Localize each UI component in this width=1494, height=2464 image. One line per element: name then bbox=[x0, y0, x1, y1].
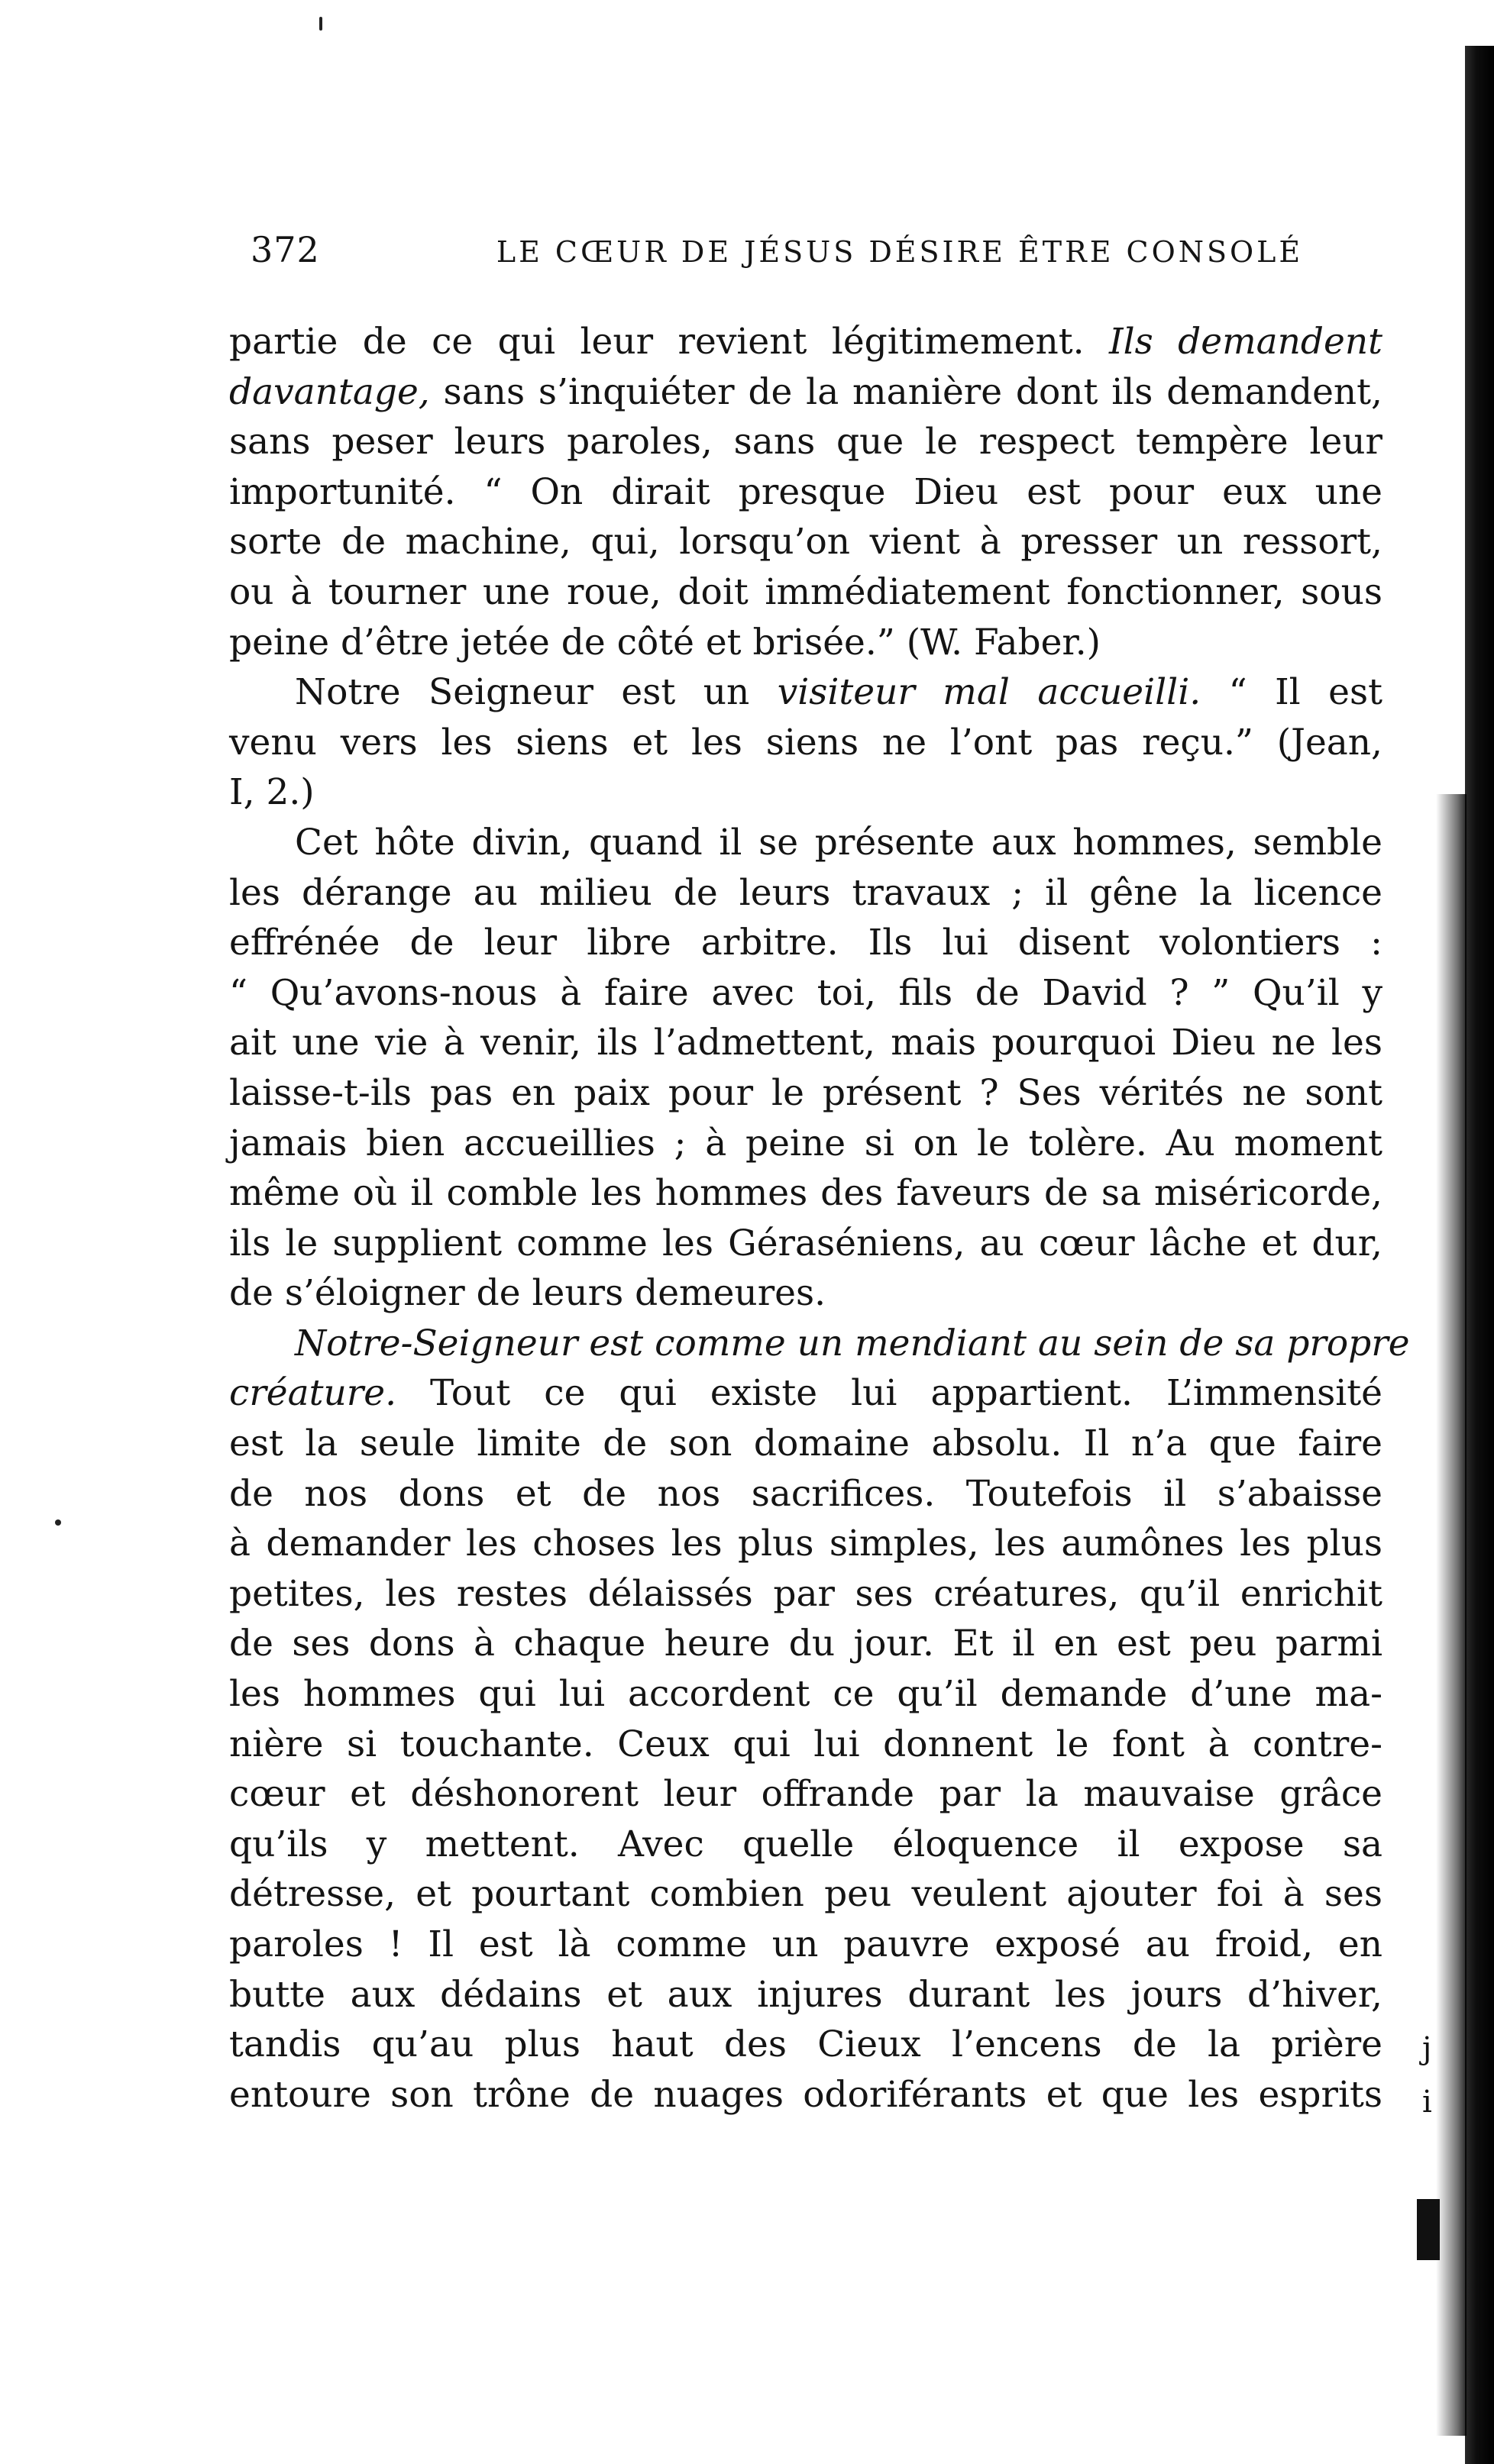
text-segment: “ Il est bbox=[1201, 671, 1382, 714]
text-line bbox=[229, 317, 1382, 367]
scan-speck bbox=[55, 1519, 61, 1526]
text-line bbox=[229, 517, 1382, 567]
text-segment: effrénée de leur libre arbitre. Ils lui disent volontiers : bbox=[229, 922, 1382, 964]
text-line bbox=[229, 718, 1382, 768]
text-line bbox=[229, 667, 1382, 718]
page-number: 372 bbox=[251, 229, 320, 270]
italic-text: Notre-Seigneur est comme un mendiant au sein de sa propre bbox=[295, 1322, 1410, 1364]
text-line bbox=[229, 618, 1382, 668]
italic-text: davantage, bbox=[229, 370, 430, 413]
italic-text: visiteur mal accueilli. bbox=[777, 671, 1201, 714]
text-segment: ou à tourner une roue, doit immédiatement fonctionner, sous bbox=[229, 570, 1382, 613]
text-segment: les hommes qui lui accordent ce qu’il demande d’une ma- bbox=[229, 1673, 1382, 1716]
text-segment: “ Qu’avons-nous à faire avec toi, fils de David ? ” Qu’il y bbox=[229, 971, 1382, 1014]
text-line bbox=[229, 1268, 1382, 1319]
text-line bbox=[229, 1319, 1410, 1369]
text-line bbox=[229, 1869, 1382, 1920]
text-line bbox=[229, 818, 1382, 868]
text-line bbox=[229, 1469, 1382, 1519]
text-line bbox=[229, 1219, 1382, 1269]
text-segment: tandis qu’au plus haut des Cieux l’encens de la prière bbox=[229, 2023, 1382, 2066]
text-segment: Tout ce qui existe lui appartient. L’immensité bbox=[396, 1372, 1382, 1415]
text-segment: petites, les restes délaissés par ses créatures, qu’il enrichit bbox=[229, 1572, 1382, 1615]
scan-speck bbox=[319, 17, 322, 31]
text-segment: Cet hôte divin, quand il se présente aux hommes, semble bbox=[295, 821, 1382, 864]
text-line bbox=[229, 2020, 1382, 2070]
text-line bbox=[229, 1569, 1382, 1620]
text-line bbox=[229, 2070, 1382, 2120]
text-line bbox=[229, 868, 1382, 919]
italic-text: créature. bbox=[229, 1372, 397, 1415]
text-line bbox=[229, 1619, 1382, 1669]
text-line bbox=[229, 467, 1382, 518]
text-line bbox=[229, 1669, 1382, 1720]
text-line bbox=[229, 1720, 1382, 1770]
text-line bbox=[229, 367, 1382, 418]
text-line bbox=[229, 767, 1382, 818]
text-segment: venu vers les siens et les siens ne l’ont pas reçu.” (Jean, bbox=[229, 721, 1382, 764]
scan-edge-shadow bbox=[1436, 794, 1467, 2436]
text-segment: est la seule limite de son domaine absolu. Il n’a que faire bbox=[229, 1423, 1382, 1465]
text-line bbox=[229, 1519, 1382, 1569]
running-head bbox=[251, 229, 1412, 283]
text-segment: ils le supplient comme les Géraséniens, au cœur lâche et dur, bbox=[229, 1222, 1382, 1264]
text-segment: même où il comble les hommes des faveurs de sa miséricorde, bbox=[229, 1172, 1382, 1215]
text-segment: I, 2.) bbox=[229, 771, 315, 814]
text-segment: partie de ce qui leur revient légitimement. bbox=[229, 321, 1110, 363]
body-text bbox=[229, 317, 1410, 2120]
text-segment: détresse, et pourtant combien peu veulent ajouter foi à ses bbox=[229, 1873, 1382, 1916]
text-segment: de s’éloigner de leurs demeures. bbox=[229, 1272, 826, 1315]
text-line bbox=[229, 1119, 1382, 1169]
text-segment: butte aux dédains et aux injures durant les jours d’hiver, bbox=[229, 1973, 1382, 2016]
text-segment: sans peser leurs paroles, sans que le respect tempère leur bbox=[229, 421, 1382, 463]
text-segment: qu’ils y mettent. Avec quelle éloquence il expose sa bbox=[229, 1823, 1382, 1865]
text-segment: sans s’inquiéter de la manière dont ils demandent, bbox=[429, 370, 1382, 413]
text-line bbox=[229, 417, 1382, 467]
text-segment: à demander les choses les plus simples, les aumônes les plus bbox=[229, 1523, 1382, 1565]
text-segment: ait une vie à venir, ils l’admettent, mais pourquoi Dieu ne les bbox=[229, 1022, 1382, 1064]
text-line bbox=[229, 968, 1382, 1019]
text-segment: nière si touchante. Ceux qui lui donnent le font à contre- bbox=[229, 1723, 1382, 1765]
text-line bbox=[229, 1068, 1382, 1119]
text-line bbox=[229, 1769, 1382, 1820]
text-segment: sorte de machine, qui, lorsqu’on vient à presser un ressort, bbox=[229, 521, 1382, 564]
text-line bbox=[229, 1419, 1382, 1469]
running-title: LE CŒUR DE JÉSUS DÉSIRE ÊTRE CONSOLÉ bbox=[496, 235, 1304, 269]
text-segment: peine d’être jetée de côté et brisée.” (W. Faber.) bbox=[229, 621, 1101, 664]
margin-mark: i bbox=[1422, 2085, 1432, 2120]
italic-text: Ils demandent bbox=[1109, 321, 1382, 363]
text-segment: entoure son trône de nuages odoriférants et que les esprits bbox=[229, 2073, 1382, 2116]
text-segment: paroles ! Il est là comme un pauvre exposé au froid, en bbox=[229, 1923, 1382, 1965]
text-line bbox=[229, 1368, 1382, 1419]
text-line bbox=[229, 567, 1382, 618]
text-segment: cœur et déshonorent leur offrande par la mauvaise grâce bbox=[229, 1773, 1382, 1816]
text-line bbox=[229, 1970, 1382, 2020]
text-segment: Notre Seigneur est un bbox=[295, 671, 778, 714]
text-segment: de nos dons et de nos sacrifices. Toutefois il s’abaisse bbox=[229, 1472, 1382, 1515]
text-segment: les dérange au milieu de leurs travaux ; il gêne la licence bbox=[229, 871, 1382, 914]
text-segment: laisse-t-ils pas en paix pour le présent ? Ses vérités ne sont bbox=[229, 1071, 1382, 1114]
text-segment: de ses dons à chaque heure du jour. Et il en est peu parmi bbox=[229, 1623, 1382, 1665]
scan-edge-notch bbox=[1417, 2199, 1440, 2260]
text-line bbox=[229, 1920, 1382, 1970]
text-line bbox=[229, 1168, 1382, 1219]
text-segment: importunité. “ On dirait presque Dieu est pour eux une bbox=[229, 470, 1382, 513]
margin-mark: j bbox=[1422, 2031, 1432, 2066]
text-line bbox=[229, 918, 1382, 968]
text-line bbox=[229, 1018, 1382, 1068]
text-line bbox=[229, 1820, 1382, 1870]
scan-edge bbox=[1465, 46, 1494, 2464]
text-segment: jamais bien accueillies ; à peine si on le tolère. Au moment bbox=[229, 1122, 1382, 1164]
